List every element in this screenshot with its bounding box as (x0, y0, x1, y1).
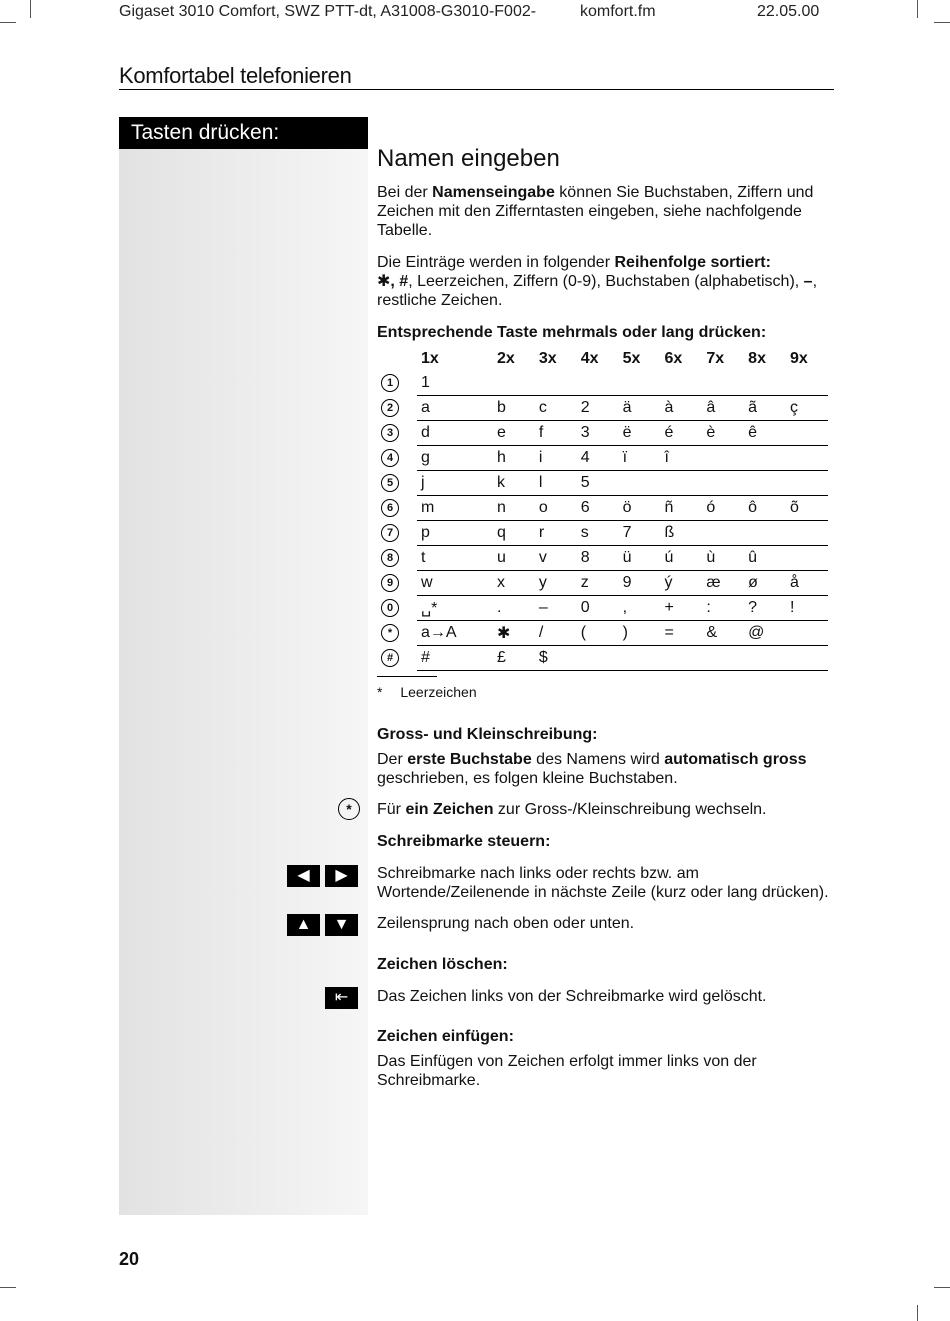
table-cell: d (417, 421, 493, 446)
table-cell: @ (744, 621, 786, 646)
crop-mark (934, 22, 950, 23)
table-cell: ê (744, 421, 786, 446)
table-row (377, 521, 828, 546)
table-cell: 8 (577, 546, 619, 571)
table-cell (786, 521, 828, 546)
arrow-right-icon: ▶ (325, 865, 358, 887)
crop-mark (917, 1305, 918, 1321)
footnote (377, 684, 477, 700)
table-cell: à (660, 396, 702, 421)
table-cell: , (619, 596, 661, 621)
table-cell: ü (619, 546, 661, 571)
delete-text: Das Zeichen links von der Schreibmarke wird gelöscht. (377, 988, 767, 1005)
table-cell: ä (619, 396, 661, 421)
table-cell: w (417, 571, 493, 596)
section-heading: Namen eingeben (377, 145, 560, 172)
table-cell (702, 371, 744, 396)
table-row (377, 621, 828, 646)
title-rule (119, 89, 834, 90)
key-cell (377, 371, 417, 396)
table-cell: 5 (577, 471, 619, 496)
table-cell: x (493, 571, 535, 596)
table-cell: / (535, 621, 577, 646)
table-cell: r (535, 521, 577, 546)
table-cell: è (702, 421, 744, 446)
table-cell: u (493, 546, 535, 571)
table-cell: l (535, 471, 577, 496)
table-cell: ï (619, 446, 661, 471)
phone-key-icon: 4 (381, 449, 399, 467)
text: Die Einträge werden in folgender (377, 254, 615, 271)
table-cell: ß (660, 521, 702, 546)
table-cell: ë (619, 421, 661, 446)
table-cell (702, 471, 744, 496)
column-header: 1x (421, 350, 439, 367)
table-row (377, 571, 828, 596)
table-row (377, 496, 828, 521)
footnote-text: Leerzeichen (400, 684, 477, 700)
footnote-mark: * (377, 684, 383, 700)
star-key-icon (334, 798, 360, 820)
star-key-label: * (338, 798, 360, 820)
table-cell (660, 646, 702, 671)
phone-key-icon: * (381, 624, 399, 642)
text: Für (377, 801, 406, 818)
case-heading: Gross- und Kleinschreibung: (377, 726, 598, 743)
page-number: 20 (119, 1249, 140, 1269)
table-cell: ã (744, 396, 786, 421)
key-cell (377, 646, 417, 671)
cursor-heading: Schreibmarke steuern: (377, 833, 551, 850)
table-cell: f (535, 421, 577, 446)
crop-mark (934, 1287, 950, 1288)
table-cell: 3 (577, 421, 619, 446)
table-row (377, 446, 828, 471)
table-cell: ó (702, 496, 744, 521)
phone-key-icon: 9 (381, 574, 399, 592)
table-cell: ? (744, 596, 786, 621)
table-cell: o (535, 496, 577, 521)
key-cell (377, 521, 417, 546)
table-cell: å (786, 571, 828, 596)
table-cell (744, 371, 786, 396)
delete-heading: Zeichen löschen: (377, 956, 508, 973)
phone-key-icon: 0 (381, 599, 399, 617)
table-cell: ( (577, 621, 619, 646)
file-name: komfort.fm (580, 3, 656, 20)
bold-text: ✱, # (377, 273, 409, 290)
column-header: 4x (580, 350, 599, 367)
header-date: 22.05.00 (757, 3, 820, 20)
phone-key-icon: # (381, 649, 399, 667)
crop-mark (917, 0, 918, 18)
table-cell: + (660, 596, 702, 621)
table-cell (786, 446, 828, 471)
key-cell (377, 446, 417, 471)
table-cell: ø (744, 571, 786, 596)
table-cell: ) (619, 621, 661, 646)
table-cell: & (702, 621, 744, 646)
table-cell: t (417, 546, 493, 571)
table-row (377, 596, 828, 621)
table-cell: ý (660, 571, 702, 596)
table-cell: p (417, 521, 493, 546)
table-cell (702, 646, 744, 671)
table-cell (786, 546, 828, 571)
key-cell (377, 546, 417, 571)
table-cell (619, 371, 661, 396)
text: Der (377, 751, 408, 768)
table-cell: î (660, 446, 702, 471)
table-cell (535, 371, 577, 396)
text: , restliche Zeichen. (377, 273, 818, 309)
table-intro: Entsprechende Taste mehrmals oder lang drücken: (377, 324, 767, 341)
cursor-ud-text: Zeilensprung nach oben oder unten. (377, 915, 635, 932)
table-cell: 4 (577, 446, 619, 471)
table-cell: i (535, 446, 577, 471)
table-cell: â (702, 396, 744, 421)
table-cell: ö (619, 496, 661, 521)
key-cell (377, 571, 417, 596)
table-cell: ú (660, 546, 702, 571)
case-paragraph (377, 750, 835, 788)
table-cell (493, 371, 535, 396)
table-cell: q (493, 521, 535, 546)
table-cell (660, 471, 702, 496)
column-header: 5x (622, 350, 641, 367)
table-cell: 2 (577, 396, 619, 421)
table-cell (744, 446, 786, 471)
table-cell: v (535, 546, 577, 571)
table-cell: j (417, 471, 493, 496)
column-header: 2x (497, 350, 515, 367)
table-cell: ! (786, 596, 828, 621)
table-row (377, 546, 828, 571)
phone-key-icon: 7 (381, 524, 399, 542)
column-header: 3x (538, 350, 557, 367)
bold-text: ein Zeichen (405, 801, 494, 818)
phone-key-icon: 2 (381, 399, 399, 417)
table-cell: b (493, 396, 535, 421)
table-row (377, 646, 828, 671)
table-cell: y (535, 571, 577, 596)
text: Bei der (377, 184, 433, 201)
phone-key-icon: 5 (381, 474, 399, 492)
table-cell: = (660, 621, 702, 646)
sidebar-title: Tasten drücken: (119, 117, 368, 149)
table-cell (619, 471, 661, 496)
table-cell: – (535, 596, 577, 621)
table-cell: a (417, 396, 493, 421)
page-title: Komfortabel telefonieren (119, 63, 352, 88)
table-cell: 6 (577, 496, 619, 521)
column-header: 6x (664, 350, 683, 367)
table-row (377, 371, 828, 396)
phone-key-icon: 3 (381, 424, 399, 442)
table-cell (744, 646, 786, 671)
table-cell (577, 371, 619, 396)
table-cell: õ (786, 496, 828, 521)
table-cell: æ (702, 571, 744, 596)
table-cell: £ (493, 646, 535, 671)
table-cell (577, 646, 619, 671)
table-cell: 0 (577, 596, 619, 621)
table-cell: $ (535, 646, 577, 671)
table-cell (786, 646, 828, 671)
table-cell (786, 471, 828, 496)
phone-key-icon: 1 (381, 374, 399, 392)
table-cell: : (702, 596, 744, 621)
crop-mark (30, 0, 31, 18)
sidebar (119, 117, 368, 1215)
table-cell: h (493, 446, 535, 471)
sort-paragraph (377, 253, 835, 310)
table-cell (744, 521, 786, 546)
bold-text: Namenseingabe (432, 184, 555, 201)
table-cell (619, 646, 661, 671)
table-cell: 9 (619, 571, 661, 596)
table-cell: a→A (417, 621, 493, 646)
key-cell (377, 596, 417, 621)
table-cell: n (493, 496, 535, 521)
key-cell (377, 396, 417, 421)
text: zur Gross-/Kleinschreibung wechseln. (493, 801, 767, 818)
bold-text: – (803, 273, 813, 290)
table-cell: . (493, 596, 535, 621)
insert-text: Das Einfügen von Zeichen erfolgt immer links von der Schreibmarke. (377, 1053, 757, 1089)
text: des Namens wird (531, 751, 665, 768)
key-cell (377, 471, 417, 496)
intro-paragraph (377, 183, 835, 240)
bold-text: erste Buchstabe (407, 751, 532, 768)
table-cell (786, 621, 828, 646)
arrow-up-icon: ▲ (287, 914, 320, 936)
text: geschrieben, es folgen kleine Buchstaben. (377, 770, 678, 787)
table-cell (660, 371, 702, 396)
table-cell: z (577, 571, 619, 596)
table-cell (786, 371, 828, 396)
table-header-row (377, 347, 828, 371)
table-cell: c (535, 396, 577, 421)
table-cell: g (417, 446, 493, 471)
table-cell: # (417, 646, 493, 671)
bold-text: automatisch gross (664, 751, 807, 768)
table-cell (702, 521, 744, 546)
backspace-icon: ⇤ (325, 987, 358, 1009)
table-cell: ✱ (493, 621, 535, 646)
crop-mark (0, 1287, 16, 1288)
insert-heading: Zeichen einfügen: (377, 1028, 514, 1045)
table-cell: ù (702, 546, 744, 571)
column-header: 9x (790, 350, 808, 367)
table-cell: 1 (417, 371, 493, 396)
column-header: 8x (748, 350, 766, 367)
text: können Sie Buchstaben, Ziffern und Zeichen mit den Zifferntasten eingeben, siehe nachfolgende Tabelle. (377, 184, 814, 239)
key-cell (377, 621, 417, 646)
table-row (377, 396, 828, 421)
table-cell: ô (744, 496, 786, 521)
table-cell (786, 421, 828, 446)
column-header: 7x (706, 350, 725, 367)
table-cell: ␣* (417, 596, 493, 621)
key-header (377, 347, 417, 371)
table-cell (702, 446, 744, 471)
bold-text: Reihenfolge sortiert: (614, 254, 771, 271)
doc-header: Gigaset 3010 Comfort, SWZ PTT-dt, A31008-G3010-F002- (119, 3, 537, 20)
key-cell (377, 421, 417, 446)
table-cell: 7 (619, 521, 661, 546)
table-cell: ç (786, 396, 828, 421)
table-row (377, 421, 828, 446)
table-cell: ñ (660, 496, 702, 521)
table-cell: k (493, 471, 535, 496)
arrow-down-icon: ▼ (325, 914, 358, 936)
phone-key-icon: 8 (381, 549, 399, 567)
table-cell: e (493, 421, 535, 446)
table-cell (744, 471, 786, 496)
table-row (377, 471, 828, 496)
character-table (377, 347, 828, 671)
table-cell: m (417, 496, 493, 521)
text: , Leerzeichen, Ziffern (0-9), Buchstaben (alphabetisch), (408, 273, 804, 290)
table-cell: é (660, 421, 702, 446)
key-cell (377, 496, 417, 521)
star-key-text (377, 800, 835, 819)
phone-key-icon: 6 (381, 499, 399, 517)
table-cell: s (577, 521, 619, 546)
table-cell: û (744, 546, 786, 571)
cursor-lr-text: Schreibmarke nach links oder rechts bzw. am Wortende/Zeilenende in nächste Zeile (kurz oder lang drücken). (377, 865, 829, 901)
arrow-left-icon: ◀ (287, 865, 320, 887)
footnote-rule (377, 676, 437, 677)
crop-mark (0, 22, 16, 23)
